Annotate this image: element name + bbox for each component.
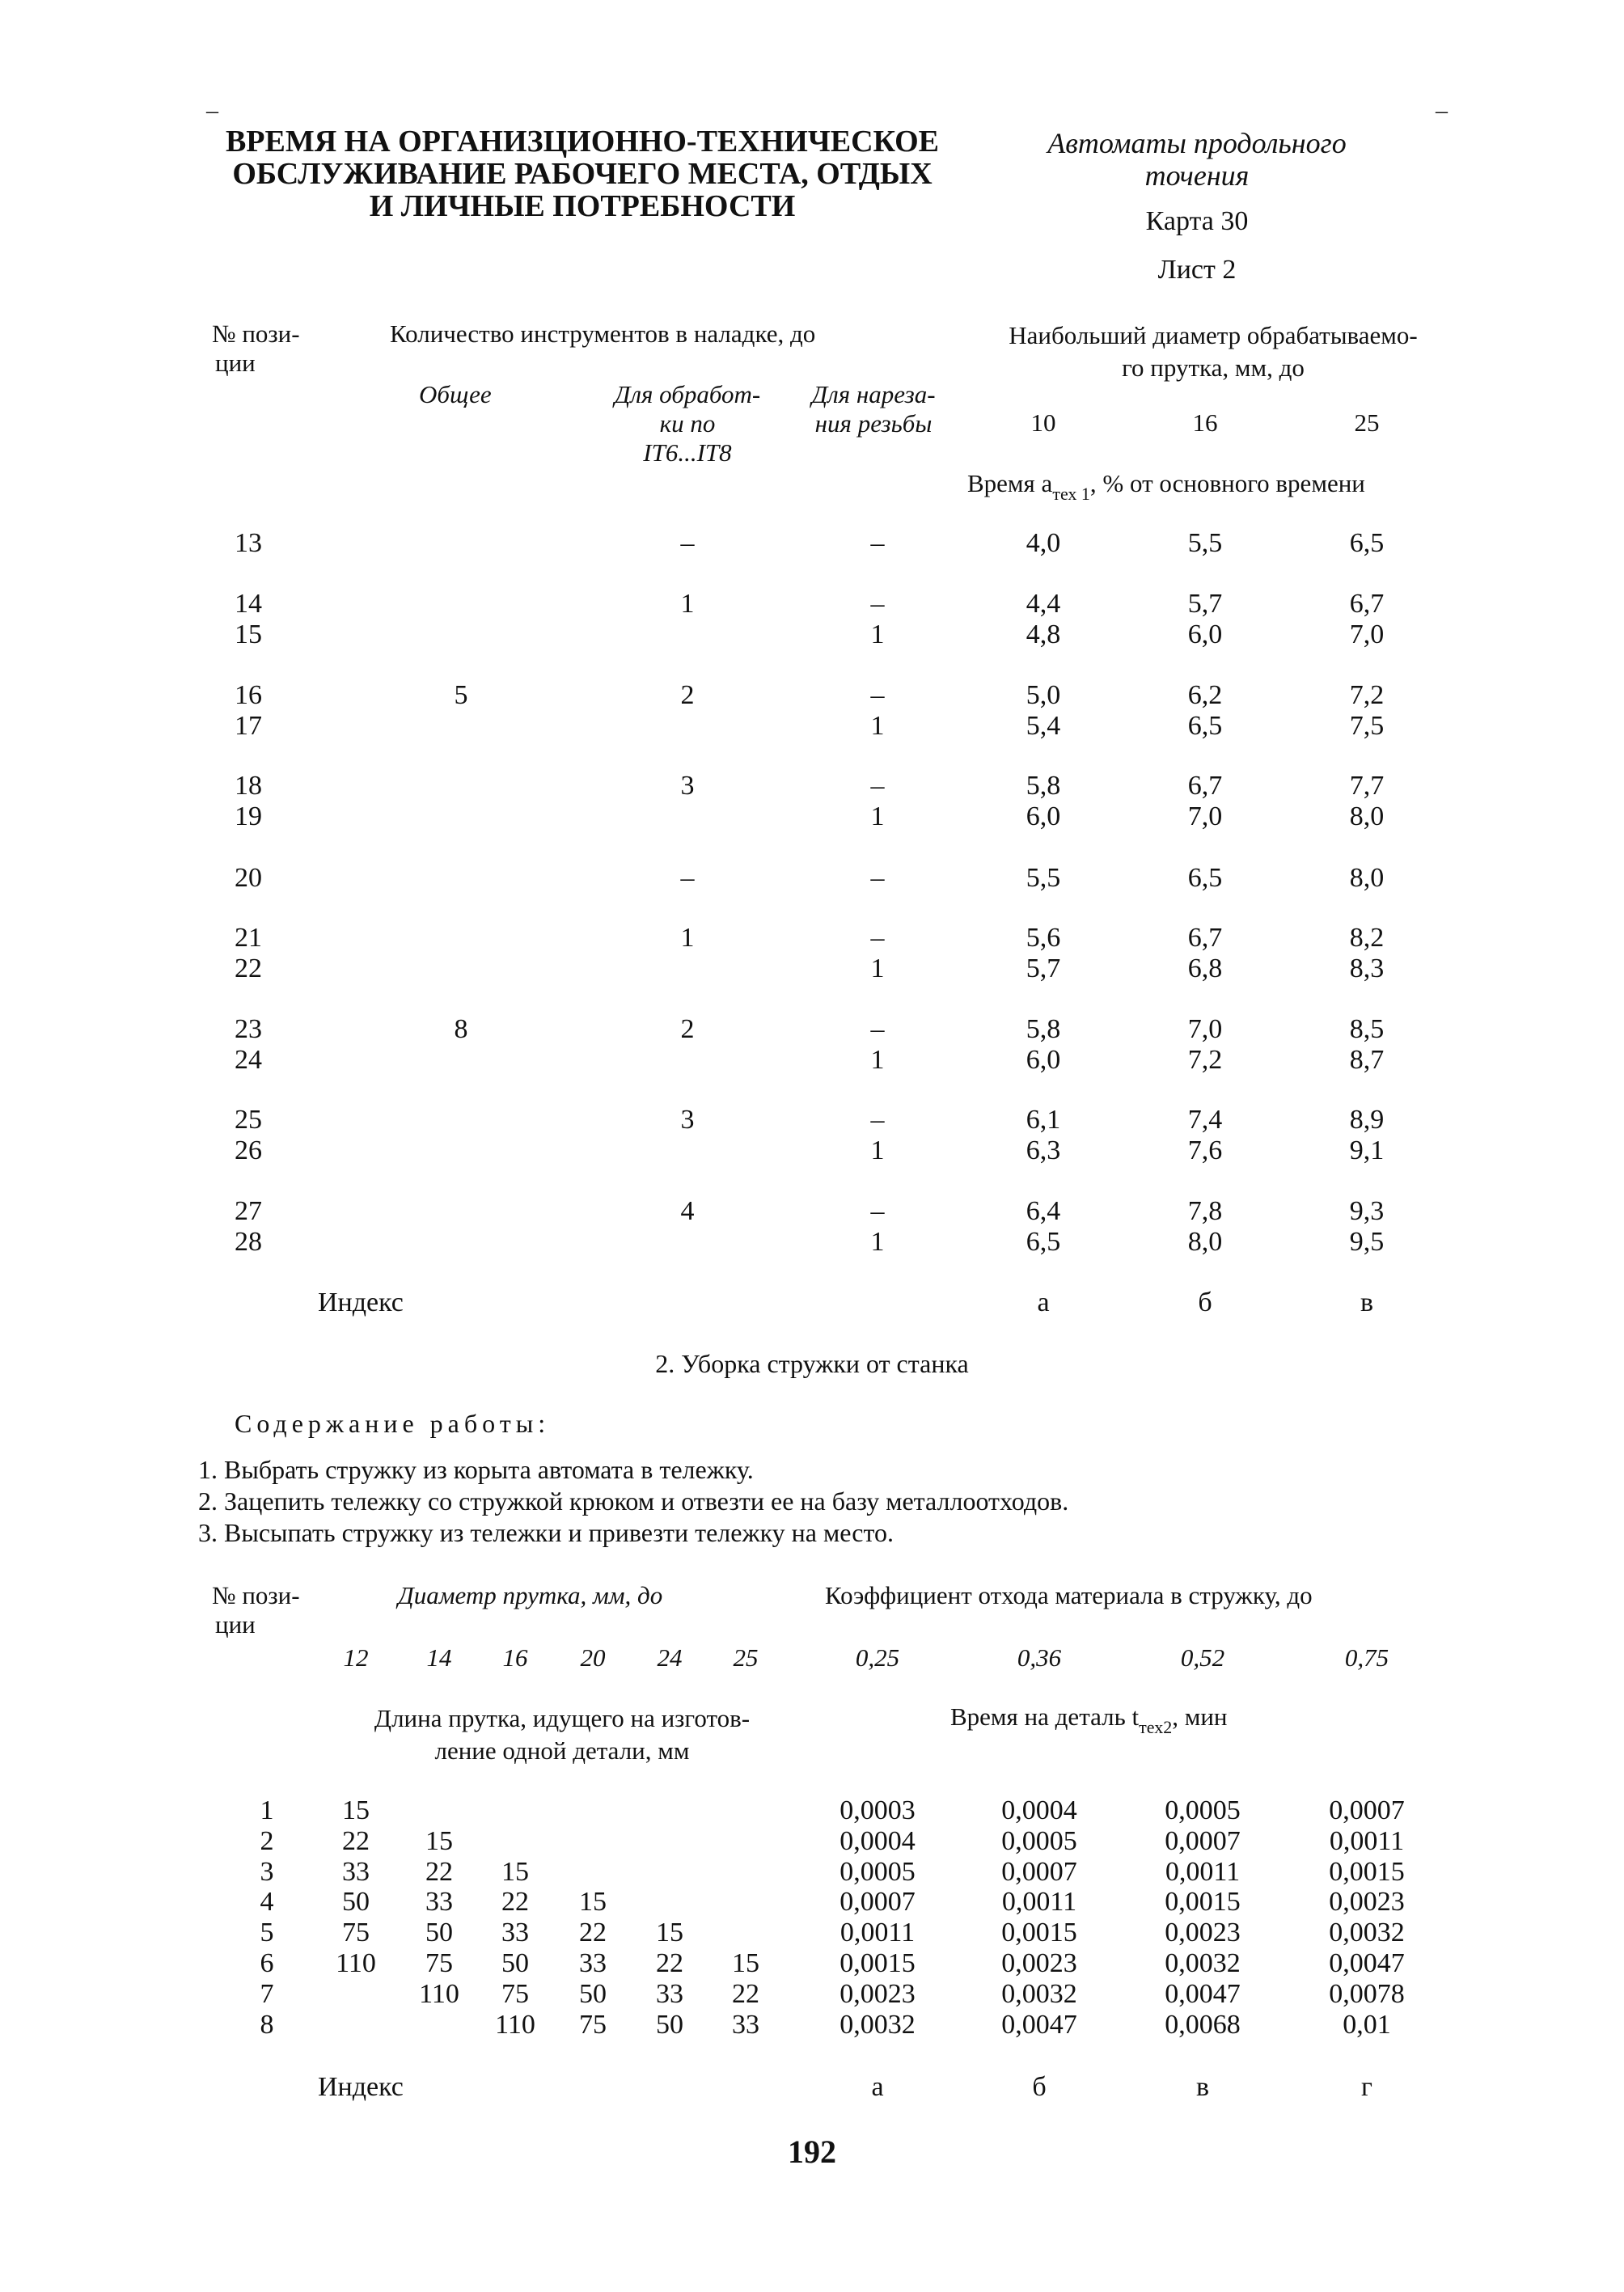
t2-row-3-time-4: 0,0015 (1329, 1857, 1405, 1887)
t2-row-4-time-2: 0,0011 (1001, 1887, 1077, 1917)
t2-row-4-time-1: 0,0007 (839, 1887, 916, 1917)
t1-row-26-position: 26 (235, 1135, 262, 1165)
t1-row-28-thread: 1 (870, 1227, 885, 1257)
t1-row-26-thread: 1 (870, 1135, 885, 1165)
t2-row-7-len-6: 22 (732, 1979, 759, 2009)
t1-col-it-line-1: Для обработ- (614, 380, 761, 408)
t1-col-it-line-3: IT6...IT8 (643, 438, 732, 467)
t1-col-it (598, 380, 776, 467)
t1-row-28-val-a: 6,5 (1026, 1227, 1061, 1257)
t1-row-24-val-a: 6,0 (1026, 1045, 1061, 1075)
t2-row-7-time-3: 0,0047 (1165, 1979, 1241, 2009)
t2-row-7-time-2: 0,0032 (1001, 1979, 1077, 2009)
t1-time-label-post: , % от основного времени (1089, 469, 1365, 497)
t1-row-22-thread: 1 (870, 954, 885, 983)
t2-row-3-time-1: 0,0005 (839, 1857, 916, 1887)
t1-row-14-thread: – (870, 589, 885, 619)
t2-row-5-len-3: 33 (501, 1918, 529, 1947)
t2-col-position-line-1: № пози- (212, 1581, 300, 1609)
t1-row-24-position: 24 (235, 1045, 262, 1075)
t2-len-label-line-2: ление одной детали, мм (434, 1736, 690, 1765)
t1-row-13-thread: – (870, 528, 885, 558)
t2-row-1-len-1: 15 (342, 1795, 370, 1825)
t2-row-6-time-3: 0,0032 (1165, 1948, 1241, 1978)
t1-col-thread-line-2: ния резьбы (814, 409, 933, 438)
t2-row-4-time-4: 0,0023 (1329, 1887, 1405, 1917)
t1-row-23-total: 8 (454, 1014, 468, 1044)
t1-index-c: в (1360, 1288, 1374, 1317)
t2-row-5-len-4: 22 (579, 1918, 607, 1947)
t1-row-22-val-c: 8,3 (1349, 954, 1385, 983)
t2-diam-20: 20 (580, 1643, 606, 1672)
t2-row-2-time-2: 0,0005 (1001, 1826, 1077, 1856)
t2-row-5-time-4: 0,0032 (1329, 1918, 1405, 1947)
t2-row-2-len-1: 22 (342, 1826, 370, 1856)
t1-diam-10: 10 (1030, 408, 1056, 437)
t1-row-23-it: 2 (680, 1014, 695, 1044)
t1-row-27-position: 27 (235, 1196, 262, 1226)
t1-row-14-val-b: 5,7 (1187, 589, 1223, 619)
t1-row-19-position: 19 (235, 801, 262, 831)
t2-row-5-len-2: 50 (425, 1918, 453, 1947)
t2-diam-24: 24 (657, 1643, 683, 1672)
t1-row-14-val-a: 4,4 (1026, 589, 1061, 619)
t2-row-1-time-3: 0,0005 (1165, 1795, 1241, 1825)
t1-index-b: б (1198, 1288, 1212, 1317)
t1-index-a: а (1037, 1288, 1050, 1317)
t2-coef-4: 0,75 (1344, 1643, 1389, 1672)
t2-coef-2: 0,36 (1017, 1643, 1062, 1672)
t1-row-23-val-a: 5,8 (1026, 1014, 1061, 1044)
machine-type (987, 127, 1407, 192)
t1-row-26-val-c: 9,1 (1349, 1135, 1385, 1165)
t1-row-20-it: – (680, 863, 695, 893)
t1-row-26-val-a: 6,3 (1026, 1135, 1061, 1165)
t1-row-24-thread: 1 (870, 1045, 885, 1075)
t2-row-5-position: 5 (260, 1918, 274, 1947)
t2-row-7-len-4: 50 (579, 1979, 607, 2009)
t1-row-15-thread: 1 (870, 620, 885, 649)
t1-row-15-val-b: 6,0 (1187, 620, 1223, 649)
t2-row-7-len-2: 110 (419, 1979, 459, 2009)
t1-row-21-val-a: 5,6 (1026, 923, 1061, 953)
t2-row-8-len-5: 50 (656, 2010, 683, 2040)
t2-row-2-time-1: 0,0004 (839, 1826, 916, 1856)
t1-row-26-val-b: 7,6 (1187, 1135, 1223, 1165)
t1-col-thread-line-1: Для нареза- (811, 380, 936, 408)
t2-row-4-len-2: 33 (425, 1887, 453, 1917)
t2-row-5-len-5: 15 (656, 1918, 683, 1947)
t1-row-16-it: 2 (680, 680, 695, 710)
t1-row-25-val-a: 6,1 (1026, 1105, 1061, 1135)
t1-time-label (967, 469, 1365, 504)
t1-row-24-val-c: 8,7 (1349, 1045, 1385, 1075)
t1-row-14-val-c: 6,7 (1349, 589, 1385, 619)
t2-row-6-len-1: 110 (336, 1948, 376, 1978)
t1-row-20-val-c: 8,0 (1349, 863, 1385, 893)
t2-row-6-len-4: 33 (579, 1948, 607, 1978)
t1-diam-16: 16 (1192, 408, 1218, 437)
t1-row-27-it: 4 (680, 1196, 695, 1226)
t2-row-1-time-2: 0,0004 (1001, 1795, 1077, 1825)
t2-len-label-line-1: Длина прутка, идущего на изготов- (374, 1704, 751, 1732)
t2-col-position-line-2: ции (215, 1610, 256, 1639)
t2-index-2: б (1032, 2072, 1047, 2102)
header-dash-left: – (206, 97, 218, 124)
t1-row-14-it: 1 (680, 589, 695, 619)
work-steps (198, 1454, 1068, 1549)
t1-row-13-position: 13 (235, 528, 262, 558)
sheet-number: Лист 2 (1157, 255, 1237, 285)
t2-index-4: г (1361, 2072, 1372, 2102)
t1-row-19-val-c: 8,0 (1349, 801, 1385, 831)
t2-len-label (319, 1702, 805, 1767)
t1-row-21-thread: – (870, 923, 885, 953)
t2-row-6-time-4: 0,0047 (1329, 1948, 1405, 1978)
t1-row-14-position: 14 (235, 589, 262, 619)
t2-row-6-len-6: 15 (732, 1948, 759, 1978)
t1-col-position-line-1: № пози- (212, 319, 300, 348)
t2-coef-3: 0,52 (1180, 1643, 1225, 1672)
machine-type-line-1: Автоматы продольного (1047, 127, 1347, 159)
t2-row-3-len-2: 22 (425, 1857, 453, 1887)
t2-row-6-len-3: 50 (501, 1948, 529, 1978)
t1-row-25-val-c: 8,9 (1349, 1105, 1385, 1135)
section-2-title: 2. Уборка стружки от станка (655, 1349, 969, 1378)
t2-row-2-time-4: 0,0011 (1329, 1826, 1405, 1856)
t2-index-label: Индекс (318, 2072, 404, 2102)
t2-row-2-len-2: 15 (425, 1826, 453, 1856)
t1-row-18-val-c: 7,7 (1349, 771, 1385, 801)
t2-row-2-time-3: 0,0007 (1165, 1826, 1241, 1856)
t1-row-27-val-a: 6,4 (1026, 1196, 1061, 1226)
t2-row-7-time-1: 0,0023 (839, 1979, 916, 2009)
t1-row-21-val-b: 6,7 (1187, 923, 1223, 953)
t1-time-label-pre: Время а (967, 469, 1053, 497)
t1-col-diam-line-1: Наибольший диаметр обрабатываемо- (1009, 321, 1418, 349)
t2-coef-1: 0,25 (855, 1643, 900, 1672)
t1-row-25-val-b: 7,4 (1187, 1105, 1223, 1135)
t2-row-1-position: 1 (260, 1795, 274, 1825)
t2-row-8-len-4: 75 (579, 2010, 607, 2040)
t1-row-19-val-b: 7,0 (1187, 801, 1223, 831)
t2-row-6-time-2: 0,0023 (1001, 1948, 1077, 1978)
t2-col-coef: Коэффициент отхода материала в стружку, до (825, 1581, 1313, 1609)
t2-time-label (950, 1702, 1228, 1737)
t2-row-8-len-3: 110 (495, 2010, 535, 2040)
t2-row-2-position: 2 (260, 1826, 274, 1856)
t1-row-27-val-b: 7,8 (1187, 1196, 1223, 1226)
t2-row-3-time-3: 0,0011 (1165, 1857, 1241, 1887)
t1-row-18-it: 3 (680, 771, 695, 801)
t2-row-5-time-1: 0,0011 (839, 1918, 916, 1947)
t1-row-17-thread: 1 (870, 711, 885, 741)
t1-row-16-val-a: 5,0 (1026, 680, 1061, 710)
t1-row-20-val-b: 6,5 (1187, 863, 1223, 893)
t1-row-21-position: 21 (235, 923, 262, 953)
t2-time-label-sub: тех2 (1139, 1717, 1173, 1737)
t2-row-4-position: 4 (260, 1887, 274, 1917)
t1-row-25-thread: – (870, 1105, 885, 1135)
t1-row-28-val-b: 8,0 (1187, 1227, 1223, 1257)
t1-row-25-it: 3 (680, 1105, 695, 1135)
t2-row-3-position: 3 (260, 1857, 274, 1887)
t2-row-8-time-1: 0,0032 (839, 2010, 916, 2040)
header-dash-right: – (1436, 97, 1448, 124)
t1-row-28-val-c: 9,5 (1349, 1227, 1385, 1257)
t1-row-17-val-c: 7,5 (1349, 711, 1385, 741)
t1-col-diam-line-2: го прутка, мм, до (1122, 353, 1305, 382)
t2-row-5-time-3: 0,0023 (1165, 1918, 1241, 1947)
content-label: Содержание работы: (235, 1409, 551, 1438)
t1-row-23-val-b: 7,0 (1187, 1014, 1223, 1044)
t1-col-position-line-2: ции (215, 349, 256, 377)
t1-row-17-val-b: 6,5 (1187, 711, 1223, 741)
t1-row-22-val-a: 5,7 (1026, 954, 1061, 983)
title-line-2: ОБСЛУЖИВАНИЕ РАБОЧЕГО МЕСТА, ОТДЫХ (232, 157, 933, 191)
t1-row-20-val-a: 5,5 (1026, 863, 1061, 893)
t1-row-16-thread: – (870, 680, 885, 710)
t1-row-15-val-c: 7,0 (1349, 620, 1385, 649)
t1-row-16-val-b: 6,2 (1187, 680, 1223, 710)
t1-row-23-val-c: 8,5 (1349, 1014, 1385, 1044)
work-step-1: 1. Выбрать стружку из корыта автомата в тележку. (198, 1455, 754, 1484)
t1-row-16-total: 5 (454, 680, 468, 710)
t1-row-18-position: 18 (235, 771, 262, 801)
t1-row-15-position: 15 (235, 620, 262, 649)
t2-diam-16: 16 (502, 1643, 528, 1672)
page-number: 192 (788, 2133, 836, 2170)
t1-row-21-val-c: 8,2 (1349, 923, 1385, 953)
t2-row-6-time-1: 0,0015 (839, 1948, 916, 1978)
t2-row-4-len-4: 15 (579, 1887, 607, 1917)
t1-row-16-position: 16 (235, 680, 262, 710)
t2-row-3-len-1: 33 (342, 1857, 370, 1887)
t2-row-7-time-4: 0,0078 (1329, 1979, 1405, 2009)
t2-row-8-time-3: 0,0068 (1165, 2010, 1241, 2040)
t1-row-27-thread: – (870, 1196, 885, 1226)
t1-row-16-val-c: 7,2 (1349, 680, 1385, 710)
title-line-1: ВРЕМЯ НА ОРГАНИЗЦИОННО-ТЕХНИЧЕСКОЕ (225, 125, 940, 159)
t1-row-22-val-b: 6,8 (1187, 954, 1223, 983)
t2-row-5-len-1: 75 (342, 1918, 370, 1947)
t2-index-1: а (871, 2072, 884, 2102)
t1-col-it-line-2: ки по (659, 409, 716, 438)
t2-row-3-time-2: 0,0007 (1001, 1857, 1077, 1887)
t2-row-1-time-4: 0,0007 (1329, 1795, 1405, 1825)
t1-col-total: Общее (419, 380, 492, 408)
t2-col-diam: Диаметр прутка, мм, до (398, 1581, 663, 1609)
t1-row-15-val-a: 4,8 (1026, 620, 1061, 649)
t1-row-23-position: 23 (235, 1014, 262, 1044)
t2-diam-12: 12 (343, 1643, 369, 1672)
t2-row-6-position: 6 (260, 1948, 274, 1978)
t1-row-20-thread: – (870, 863, 885, 893)
t1-col-diam (962, 319, 1464, 384)
t2-row-3-len-3: 15 (501, 1857, 529, 1887)
t2-row-6-len-2: 75 (425, 1948, 453, 1978)
t2-time-label-post: , мин (1172, 1702, 1228, 1731)
t1-row-18-val-a: 5,8 (1026, 771, 1061, 801)
t1-row-18-val-b: 6,7 (1187, 771, 1223, 801)
t2-row-7-len-3: 75 (501, 1979, 529, 2009)
machine-type-line-2: точения (1144, 159, 1250, 192)
t1-time-label-sub: тех 1 (1052, 484, 1090, 504)
t1-row-18-thread: – (870, 771, 885, 801)
page-title (218, 125, 946, 222)
t2-row-4-len-3: 22 (501, 1887, 529, 1917)
t2-row-1-time-1: 0,0003 (839, 1795, 916, 1825)
t2-col-position (212, 1581, 300, 1639)
t2-diam-14: 14 (426, 1643, 452, 1672)
t2-row-6-len-5: 22 (656, 1948, 683, 1978)
t2-row-8-time-4: 0,01 (1343, 2010, 1391, 2040)
work-step-3: 3. Высыпать стружку из тележки и привезти тележку на место. (198, 1518, 894, 1547)
work-step-2: 2. Зацепить тележку со стружкой крюком и отвезти ее на базу металлоотходов. (198, 1486, 1069, 1516)
t1-row-27-val-c: 9,3 (1349, 1196, 1385, 1226)
t1-row-13-val-a: 4,0 (1026, 528, 1061, 558)
t1-row-17-val-a: 5,4 (1026, 711, 1061, 741)
t1-row-24-val-b: 7,2 (1187, 1045, 1223, 1075)
t2-row-5-time-2: 0,0015 (1001, 1918, 1077, 1947)
t1-row-28-position: 28 (235, 1227, 262, 1257)
t1-index-label: Индекс (318, 1288, 404, 1317)
t2-row-8-len-6: 33 (732, 2010, 759, 2040)
t1-row-22-position: 22 (235, 954, 262, 983)
t2-row-4-len-1: 50 (342, 1887, 370, 1917)
t1-row-13-it: – (680, 528, 695, 558)
t2-time-label-pre: Время на деталь t (950, 1702, 1140, 1731)
t1-row-21-it: 1 (680, 923, 695, 953)
t2-row-7-len-5: 33 (656, 1979, 683, 2009)
t1-row-20-position: 20 (235, 863, 262, 893)
t1-row-19-val-a: 6,0 (1026, 801, 1061, 831)
t2-row-8-time-2: 0,0047 (1001, 2010, 1077, 2040)
t1-row-19-thread: 1 (870, 801, 885, 831)
t1-col-thread (797, 380, 950, 438)
t2-row-8-position: 8 (260, 2010, 274, 2040)
t2-diam-25: 25 (733, 1643, 759, 1672)
t1-row-13-val-b: 5,5 (1187, 528, 1223, 558)
title-line-3: И ЛИЧНЫЕ ПОТРЕБНОСТИ (369, 189, 796, 223)
t1-row-17-position: 17 (235, 711, 262, 741)
t1-row-25-position: 25 (235, 1105, 262, 1135)
card-number: Карта 30 (1145, 206, 1249, 236)
t2-row-4-time-3: 0,0015 (1165, 1887, 1241, 1917)
t1-diam-25: 25 (1354, 408, 1380, 437)
t1-row-13-val-c: 6,5 (1349, 528, 1385, 558)
t1-col-position (212, 319, 300, 378)
t1-col-tools: Количество инструментов в наладке, до (390, 319, 816, 348)
t2-row-7-position: 7 (260, 1979, 274, 2009)
t2-index-3: в (1195, 2072, 1210, 2102)
t1-row-23-thread: – (870, 1014, 885, 1044)
